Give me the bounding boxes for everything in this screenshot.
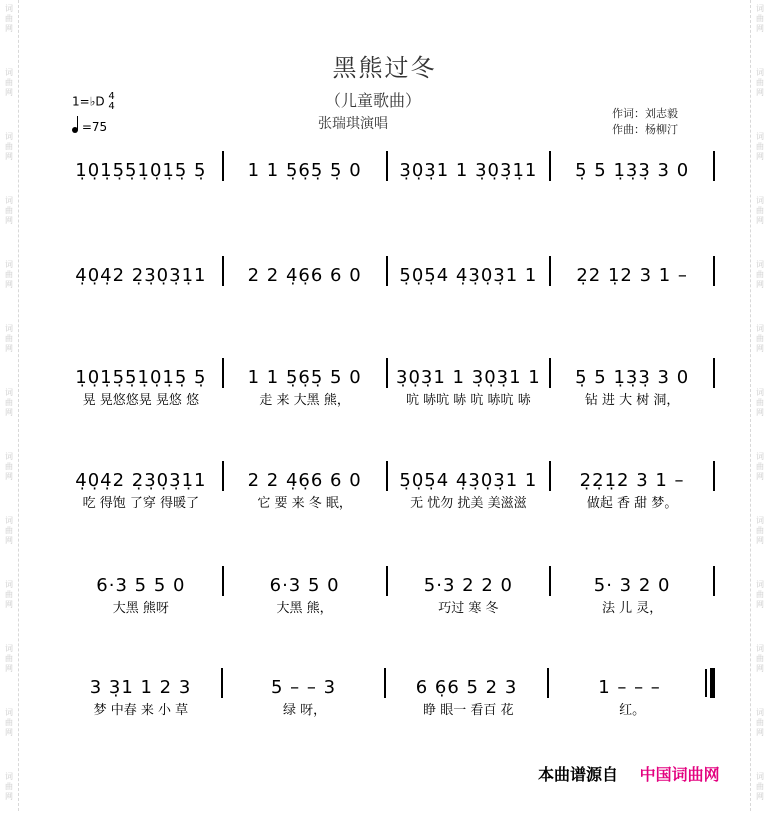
barline [713, 256, 715, 286]
measure: 4̣0̣4̣2 2̣3̣0̣3̣1̣1 [75, 265, 207, 286]
lyric-measure: 钻 进 大 树 洞， [584, 393, 680, 408]
measure: 5·3 2 2 0 [423, 575, 513, 596]
notes-row [60, 362, 715, 388]
composer: 作曲：杨柳汀 [612, 123, 678, 136]
watermark-text: 词 曲 网 [756, 708, 764, 737]
lyric-measure: 它 要 来 冬 眠， [257, 496, 352, 511]
barline [710, 668, 715, 698]
lyric-measure: 梦 中春 来 小 草 [93, 703, 189, 718]
watermark-text: 词 曲 网 [5, 68, 13, 97]
watermark-text: 词 曲 网 [5, 324, 13, 353]
time-bottom: 4 [108, 101, 115, 112]
lyric-measure: 晃 晃悠悠晃 晃悠 悠 [82, 393, 200, 408]
watermark-text: 词 曲 网 [756, 388, 764, 417]
measure: 1̣0̣1̣5̣5̣1̣0̣1̣5̣ 5̣ [75, 160, 207, 181]
key-signature [72, 92, 115, 112]
lyric-measure: 红。 [619, 703, 646, 718]
notes-row [60, 570, 715, 596]
watermark-text: 词 曲 网 [756, 196, 764, 225]
notes-row [60, 465, 715, 491]
barline [713, 151, 715, 181]
watermark-text: 词 曲 网 [756, 644, 764, 673]
score-line [60, 362, 715, 408]
time-top: 4 [108, 91, 115, 102]
score-line [60, 570, 715, 616]
watermark-text: 词 曲 网 [5, 580, 13, 609]
source-site-link[interactable]: 中国词曲网 [639, 765, 720, 784]
source-label: 本曲谱源自 [538, 765, 619, 784]
measure: 5̣0̣5̣4 4̣3̣0̣3̣1 1 [399, 265, 538, 286]
watermark-text: 词 曲 网 [756, 4, 764, 33]
watermark-text: 词 曲 网 [756, 132, 764, 161]
lyric-measure: 走 来 大黑 熊， [259, 393, 350, 408]
lyrics-row [60, 491, 715, 511]
watermark-strip-right [750, 0, 769, 811]
measure: 2̣2̣1̣2 3 1 – [579, 470, 685, 491]
barline [713, 358, 715, 388]
watermark-text: 词 曲 网 [5, 260, 13, 289]
tempo-value: =75 [81, 120, 108, 134]
measure: 3̣0̣3̣1 1 3̣0̣3̣1 1 [396, 367, 541, 388]
notes-row [60, 672, 715, 698]
score-line [60, 465, 715, 511]
barline [713, 566, 715, 596]
measure: 6·3 5 0 [269, 575, 340, 596]
key-label: 1=♭D [72, 94, 105, 109]
lyric-measure: 吭 哧吭 哧 吭 哧吭 哧 [406, 393, 531, 408]
lyric-measure: 绿 呀， [283, 703, 327, 718]
watermark-text: 词 曲 网 [5, 196, 13, 225]
watermark-text: 词 曲 网 [5, 388, 13, 417]
watermark-text: 词 曲 网 [5, 452, 13, 481]
score-line [60, 155, 715, 181]
lyrics-row [60, 698, 715, 718]
watermark-strip-left [0, 0, 19, 811]
watermark-text: 词 曲 网 [756, 580, 764, 609]
lyric-measure: 大黑 熊呀 [112, 601, 169, 616]
watermark-text: 词 曲 网 [756, 772, 764, 801]
watermark-text: 词 曲 网 [756, 516, 764, 545]
credits [612, 106, 678, 138]
source-footer [538, 762, 720, 785]
measure: 3 3̣1 1 2 3 [89, 677, 192, 698]
watermark-text: 词 曲 网 [5, 132, 13, 161]
measure: 1 1 5̣6̣5̣ 5̣ 0 [247, 160, 362, 181]
lyric-measure: 吃 得饱 了穿 得暖了 [82, 496, 200, 511]
lyric-measure: 大黑 熊， [276, 601, 333, 616]
lyric-measure: 无 忧勿 扰美 美滋滋 [410, 496, 527, 511]
measure: 1 – – – [598, 677, 661, 698]
measure: 4̣0̣4̣2 2̣3̣0̣3̣1̣1 [75, 470, 207, 491]
measure: 5̣ 5 1̣3̣3̣ 3 0 [575, 160, 690, 181]
lyrics-row [60, 388, 715, 408]
notes-row [60, 155, 715, 181]
watermark-text: 词 曲 网 [756, 324, 764, 353]
lyric-measure: 睁 眼一 看百 花 [423, 703, 514, 718]
score-line [60, 672, 715, 718]
measure: 2 2 4̣6̣6 6 0 [247, 470, 362, 491]
lyric-measure: 巧过 寒 冬 [438, 601, 499, 616]
watermark-text: 词 曲 网 [5, 516, 13, 545]
tempo-marking [72, 120, 107, 134]
watermark-text: 词 曲 网 [756, 68, 764, 97]
watermark-text: 词 曲 网 [756, 260, 764, 289]
quarter-note-icon [72, 127, 78, 133]
watermark-text: 词 曲 网 [756, 452, 764, 481]
watermark-text: 词 曲 网 [5, 772, 13, 801]
lyric-measure: 法 儿 灵， [601, 601, 663, 616]
performer: 张瑞琪演唱 [318, 116, 388, 132]
measure: 1̣0̣1̣5̣5̣1̣0̣1̣5̣ 5̣ [75, 367, 207, 388]
measure: 5̣0̣5̣4 4̣3̣0̣3̣1 1 [399, 470, 538, 491]
song-title: 黑熊过冬 [332, 54, 437, 82]
notes-row [60, 260, 715, 286]
measure: 6·3 5 5 0 [96, 575, 186, 596]
song-subtitle: （儿童歌曲） [325, 91, 422, 110]
measure: 5· 3 2 0 [593, 575, 671, 596]
lyric-measure: 做起 香 甜 梦。 [586, 496, 678, 511]
barline [713, 461, 715, 491]
watermark-text: 词 曲 网 [5, 644, 13, 673]
measure: 3̣0̣3̣1 1 3̣0̣3̣1̣1 [399, 160, 538, 181]
time-signature [108, 92, 114, 112]
measure: 1 1 5̣6̣5̣ 5 0 [247, 367, 362, 388]
lyrics-row [60, 596, 715, 616]
lyricist: 作词：刘志毅 [612, 107, 678, 120]
measure: 2̣2 1̣2 3 1 – [576, 265, 688, 286]
watermark-text: 词 曲 网 [5, 708, 13, 737]
measure: 6 6̣6 5 2 3 [415, 677, 518, 698]
score-line [60, 260, 715, 286]
measure: 5 – – 3 [270, 677, 337, 698]
measure: 2 2 4̣6̣6 6 0 [247, 265, 362, 286]
watermark-text: 词 曲 网 [5, 4, 13, 33]
measure: 5̣ 5 1̣3̣3̣ 3 0 [575, 367, 690, 388]
